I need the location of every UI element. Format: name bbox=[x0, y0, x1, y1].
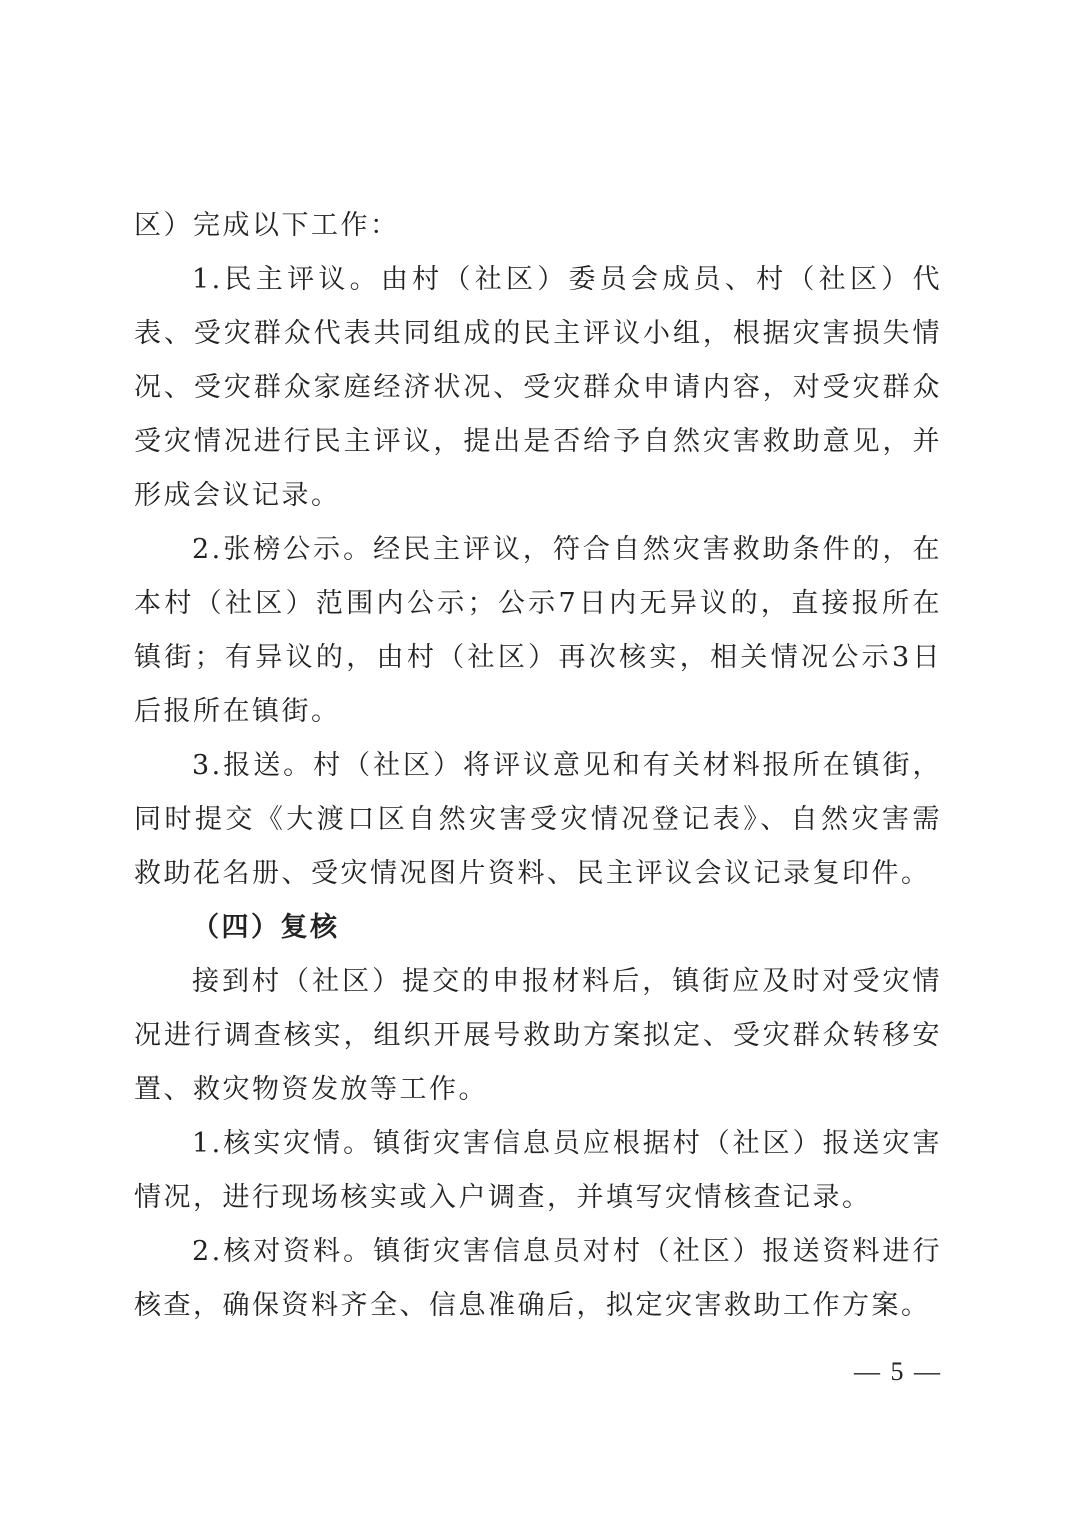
paragraph-review-intro: 接到村（社区）提交的申报材料后，镇街应及时对受灾情况进行调查核实，组织开展号救助方案拟定、受灾群众转移安置、救灾物资发放等工作。 bbox=[134, 966, 942, 1105]
page-number: — 5 — bbox=[854, 1357, 942, 1386]
paragraph-intro: 区）完成以下工作： bbox=[134, 210, 400, 241]
paragraph-democratic-review: 1.民主评议。由村（社区）委员会成员、村（社区）代表、受灾群众代表共同组成的民主评议小组，根据灾害损失情况、受灾群众家庭经济状况、受灾群众申请内容，对受灾群众受灾情况进行民主评议，提出是否给予自然灾害救助意见，并形成会议记录。 bbox=[134, 264, 942, 511]
paragraph-submission: 3.报送。村（社区）将评议意见和有关材料报所在镇街，同时提交《大渡口区自然灾害受灾情况登记表》、自然灾害需救助花名册、受灾情况图片资料、民主评议会议记录复印件。 bbox=[134, 750, 942, 889]
paragraph-public-notice: 2.张榜公示。经民主评议，符合自然灾害救助条件的，在本村（社区）范围内公示；公示7日内无异议的，直接报所在镇街；有异议的，由村（社区）再次核实，相关情况公示3日后报所在镇街。 bbox=[134, 534, 942, 727]
document-body bbox=[134, 199, 942, 1333]
section-heading-review: （四）复核 bbox=[192, 912, 340, 943]
paragraph-check-materials: 2.核对资料。镇街灾害信息员对村（社区）报送资料进行核查，确保资料齐全、信息准确后，拟定灾害救助工作方案。 bbox=[134, 1236, 942, 1321]
paragraph-verify-disaster: 1.核实灾情。镇街灾害信息员应根据村（社区）报送灾害情况，进行现场核实或入户调查，并填写灾情核查记录。 bbox=[134, 1128, 942, 1213]
